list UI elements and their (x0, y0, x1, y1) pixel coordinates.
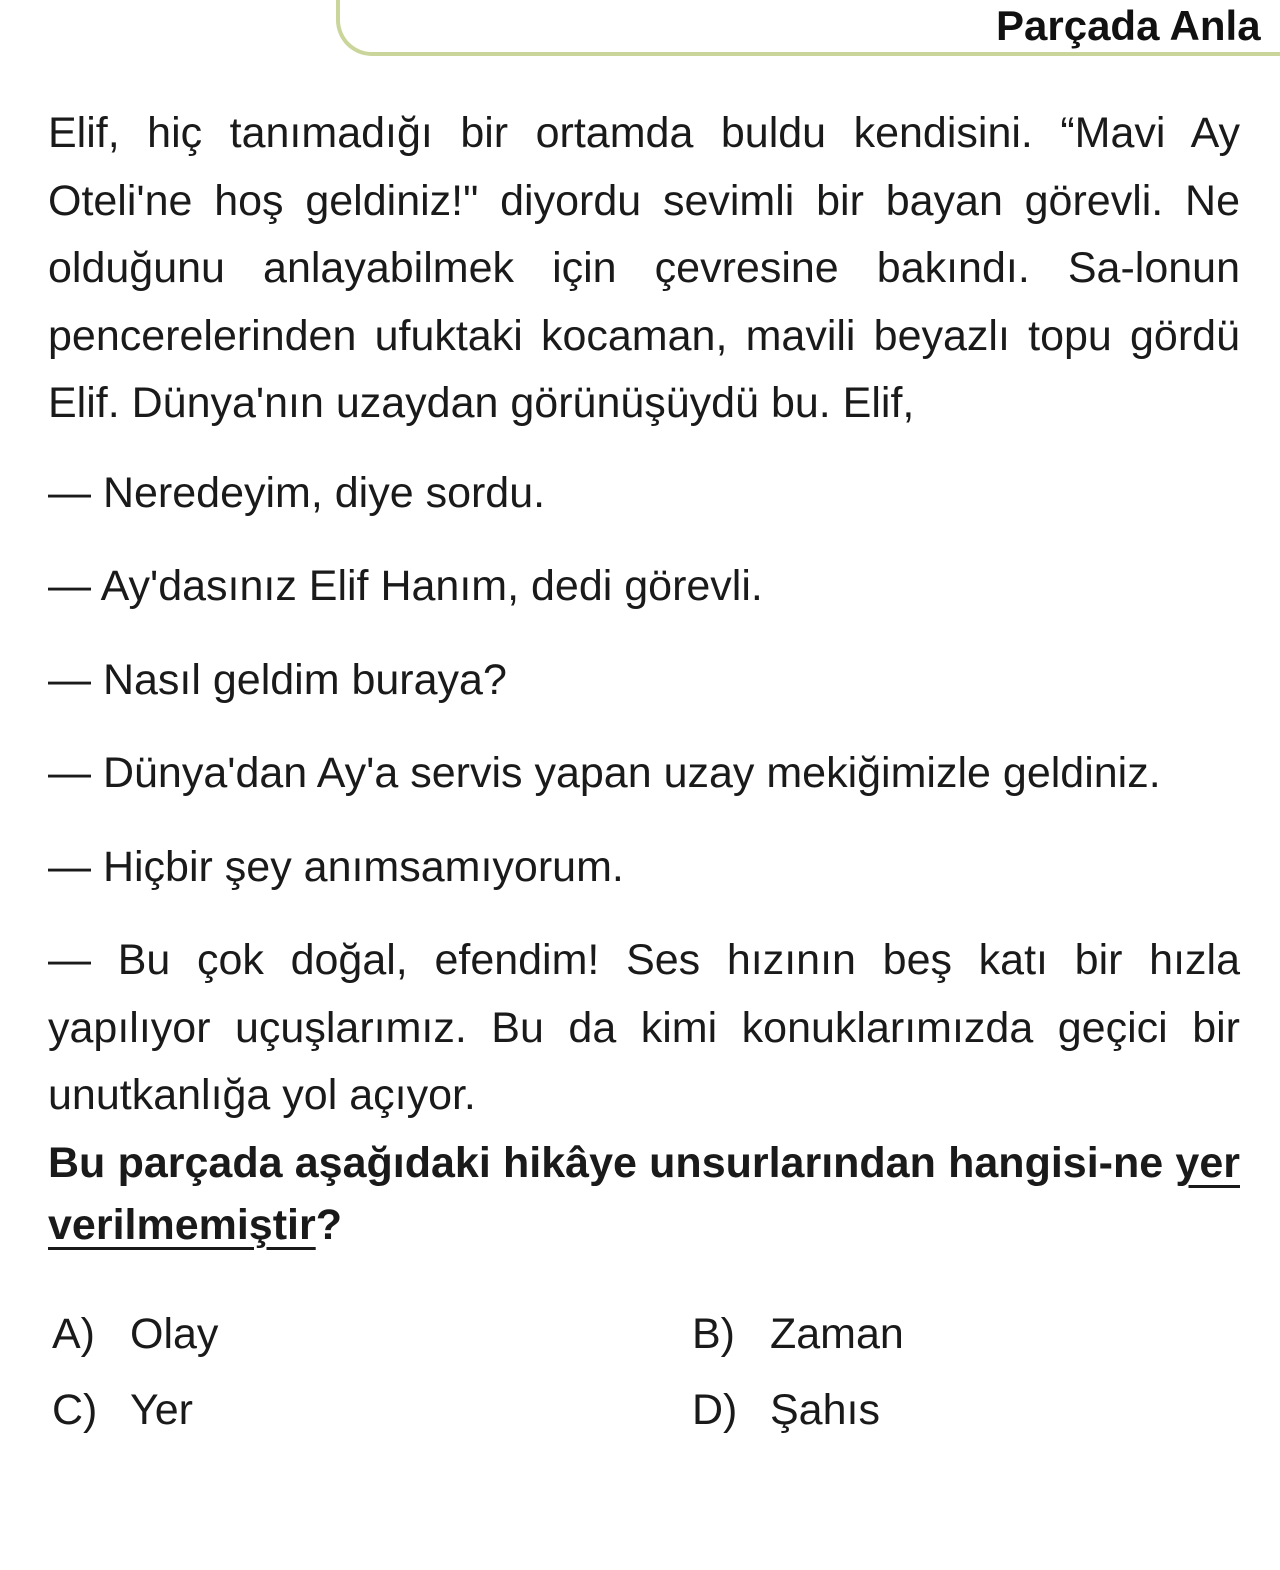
option-b[interactable] (692, 1300, 1052, 1368)
dialog-line-1: — Neredeyim, diye sordu. (48, 468, 546, 517)
option-d[interactable] (692, 1376, 1052, 1444)
option-c-text: Yer (130, 1386, 193, 1434)
question-content (48, 100, 1240, 1256)
option-c[interactable] (52, 1376, 692, 1444)
option-d-letter: D) (692, 1386, 738, 1434)
dialog-line-4: — Dünya'dan Ay'a servis yapan uzay mekiğimizle geldiniz. (48, 749, 1161, 797)
question-text (48, 1132, 1240, 1256)
passage-intro: Elif, hiç tanımadığı bir ortamda buldu kendisini. “Mavi Ay Oteli'ne hoş geldiniz!" diyordu sevimli bir bayan görevli. Ne olduğunu anlayabilmek için çevresine bakındı. Sa-lonun pencerelerinden ufuktaki kocaman, mavili beyazlı topu gördü Elif. Dünya'nın uzaydan görünüşüydü bu. Elif, (48, 109, 1240, 427)
question-text-before: Bu parçada aşağıdaki hikâye unsurlarından hangisi-ne (48, 1138, 1176, 1187)
option-a-text: Olay (130, 1310, 219, 1358)
option-a-letter: A) (52, 1310, 95, 1358)
option-b-letter: B) (692, 1310, 735, 1358)
question-underlined: yer verilmemiştir (48, 1138, 1240, 1249)
dialog-line-6: — Bu çok doğal, efendim! Ses hızının beş katı bir hızla yapılıyor uçuşlarımız. Bu da kimi konuklarımızda geçici bir unutkanlığa yol açıyor. (48, 936, 1240, 1119)
dialog-line-3: — Nasıl geldim buraya? (48, 655, 507, 704)
dialog-line-2: — Ay'dasınız Elif Hanım, dedi görevli. (48, 562, 763, 610)
dialog-line-5: — Hiçbir şey anımsamıyorum. (48, 842, 624, 891)
answer-options (52, 1300, 1052, 1444)
section-title: Parçada Anla (996, 2, 1261, 49)
option-c-letter: C) (52, 1386, 98, 1434)
option-a[interactable] (52, 1300, 692, 1368)
option-b-text: Zaman (770, 1310, 904, 1358)
option-d-text: Şahıs (770, 1386, 880, 1434)
question-text-after: ? (315, 1200, 342, 1249)
